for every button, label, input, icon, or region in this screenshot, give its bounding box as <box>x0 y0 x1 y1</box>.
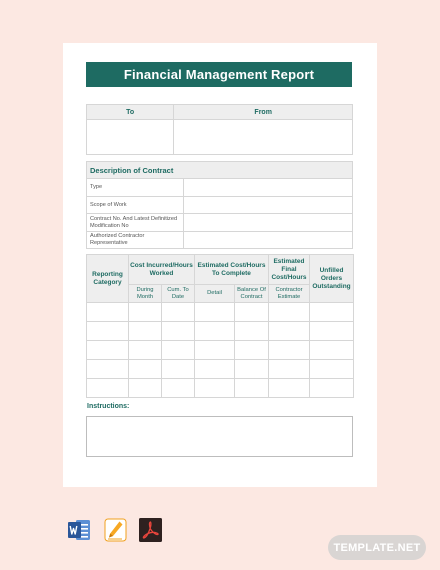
description-heading: Description of Contract <box>87 162 353 179</box>
table-cell[interactable] <box>129 341 162 360</box>
estimated-cost-header: Estimated Cost/Hours To Complete <box>195 255 269 285</box>
table-cell[interactable] <box>87 341 129 360</box>
pdf-icon[interactable] <box>139 518 162 542</box>
table-cell[interactable] <box>87 322 129 341</box>
detail-header: Detail <box>195 285 235 303</box>
table-cell[interactable] <box>195 379 235 398</box>
cost-table <box>86 254 354 398</box>
table-cell[interactable] <box>87 360 129 379</box>
table-cell[interactable] <box>87 303 129 322</box>
table-cell[interactable] <box>195 322 235 341</box>
contract-no-field[interactable] <box>184 214 353 232</box>
table-cell[interactable] <box>129 303 162 322</box>
from-field[interactable] <box>174 120 353 155</box>
template-net-logo[interactable]: TEMPLATE.NET <box>328 535 426 560</box>
table-cell[interactable] <box>129 379 162 398</box>
to-field[interactable] <box>87 120 174 155</box>
contractor-representative-label: Authorized Contractor Representative <box>87 232 184 249</box>
balance-of-contract-header: Balance Of Contract <box>235 285 269 303</box>
document-title: Financial Management Report <box>86 62 352 87</box>
estimated-final-header: Estimated Final Cost/Hours <box>269 255 310 285</box>
unfilled-orders-header: Unfilled Orders Outstanding <box>310 255 354 303</box>
table-cell[interactable] <box>235 303 269 322</box>
from-header: From <box>174 105 353 120</box>
contractor-representative-field[interactable] <box>184 232 353 249</box>
cum-to-date-header: Cum. To Date <box>162 285 195 303</box>
scope-of-work-field[interactable] <box>184 197 353 214</box>
table-cell[interactable] <box>129 360 162 379</box>
table-cell[interactable] <box>195 303 235 322</box>
table-cell[interactable] <box>269 322 310 341</box>
scope-of-work-label: Scope of Work <box>87 197 184 214</box>
contract-type-field[interactable] <box>184 179 353 197</box>
table-cell[interactable] <box>235 379 269 398</box>
table-row <box>87 360 354 379</box>
table-row <box>87 379 354 398</box>
table-cell[interactable] <box>129 322 162 341</box>
table-cell[interactable] <box>269 379 310 398</box>
contractor-estimate-header: Contractor Estimate <box>269 285 310 303</box>
contract-description-table <box>86 161 353 249</box>
during-month-header: During Month <box>129 285 162 303</box>
table-cell[interactable] <box>162 341 195 360</box>
word-icon[interactable] <box>68 518 91 542</box>
table-row <box>87 303 354 322</box>
table-cell[interactable] <box>195 360 235 379</box>
table-cell[interactable] <box>235 360 269 379</box>
table-cell[interactable] <box>310 322 354 341</box>
table-cell[interactable] <box>87 379 129 398</box>
table-cell[interactable] <box>235 322 269 341</box>
table-cell[interactable] <box>162 379 195 398</box>
table-cell[interactable] <box>162 322 195 341</box>
table-cell[interactable] <box>310 341 354 360</box>
table-cell[interactable] <box>310 379 354 398</box>
contract-no-label: Contract No. And Latest Definitized Modification No <box>87 214 184 232</box>
table-cell[interactable] <box>269 341 310 360</box>
table-row <box>87 341 354 360</box>
contract-type-label: Type <box>87 179 184 197</box>
to-from-table <box>86 104 353 155</box>
table-cell[interactable] <box>162 360 195 379</box>
table-cell[interactable] <box>310 360 354 379</box>
instructions-label: Instructions: <box>87 403 130 410</box>
reporting-category-header: Reporting Category <box>87 255 129 303</box>
document-page <box>63 43 377 487</box>
instructions-field[interactable] <box>86 416 353 457</box>
table-cell[interactable] <box>310 303 354 322</box>
to-header: To <box>87 105 174 120</box>
table-cell[interactable] <box>235 341 269 360</box>
table-cell[interactable] <box>269 360 310 379</box>
pages-icon[interactable] <box>104 518 127 542</box>
cost-incurred-header: Cost Incurred/Hours Worked <box>129 255 195 285</box>
table-cell[interactable] <box>269 303 310 322</box>
table-cell[interactable] <box>195 341 235 360</box>
table-row <box>87 322 354 341</box>
table-cell[interactable] <box>162 303 195 322</box>
